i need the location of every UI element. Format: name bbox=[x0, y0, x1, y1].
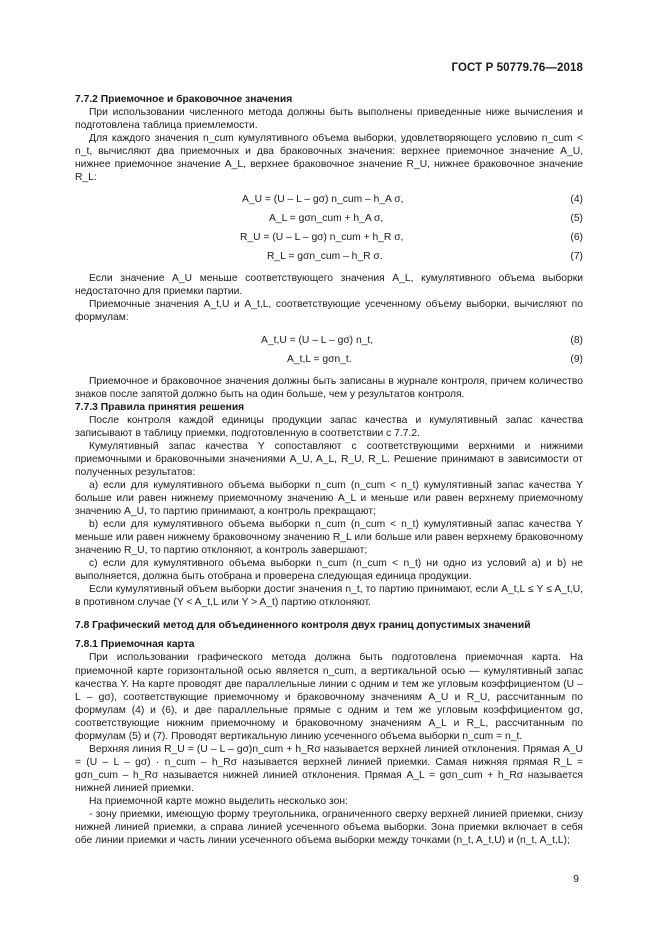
equation-4: A_U = (U – L – gσ) n_cum – h_A σ, (4) bbox=[242, 194, 583, 206]
document-header: ГОСТ Р 50779.76—2018 bbox=[451, 62, 583, 74]
equation-7: R_L = gσn_cum – h_R σ. (7) bbox=[267, 251, 583, 263]
paragraph: Верхняя линия R_U = (U – L – gσ)n_cum + h_Rσ называется верхней линией отклонения. Прямая A_U = (U – L – gσ) · n_cum – h_Rσ называется верхней линией приемки. Самая нижняя прямая R_L = gσn_cum – h_Rσ называется нижней линией отклонения. Прямая A_L = gσn_cum + h_Rσ называется нижней линией приемки. bbox=[75, 743, 583, 794]
list-item-b: b) если для кумулятивного объема выборки n_cum (n_cum < n_t) кумулятивный запас качества Y меньше или равен нижнему браковочному значению R_L или больше или равен верхнему браковочному значению R_U, то партию отклоняют, а контроль завершают; bbox=[75, 519, 583, 557]
equation-8: A_t,U = (U – L – gσ) n_t, (8) bbox=[261, 334, 583, 346]
paragraph: - зону приемки, имеющую форму треугольника, ограниченного сверху верхней линией приемки, снизу нижней линией приемки, а справа линией усеченного объема выборки. Зона приемки включает в себя обе линии приемки и часть линии усеченного объема выборки между точками (n_t, A_t,U) и (n_t, A_t,L); bbox=[75, 809, 583, 847]
list-item-a: а) если для кумулятивного объема выборки n_cum (n_cum < n_t) кумулятивный запас качества Y больше или равен нижнему приемочному значению A_L и меньше или равен верхнему приемочному значению A_U, то партию принимают, а контроль прекращают; bbox=[75, 479, 583, 517]
paragraph: Если кумулятивный объем выборки достиг значения n_t, то партию принимают, если A_t,L ≤ Y ≤ A_t,U, в противном случае (Y < A_t,L или Y > A_t) партию отклоняют. bbox=[75, 584, 583, 609]
paragraph: Приемочные значения A_t,U и A_t,L, соответствующие усеченному объему выборки, вычисляют по формулам: bbox=[75, 299, 583, 324]
equation-9: A_t,L = gσn_t. (9) bbox=[287, 353, 583, 365]
section-7-8-1-title: 7.8.1 Приемочная карта bbox=[75, 639, 195, 651]
paragraph: При использовании графического метода должна быть подготовлена приемочная карта. На приемочной карте горизонтальной осью является n_cum, а вертикальной осью — кумулятивный запас качества Y. На карте проводят две параллельные линии с одним и тем же угловым коэффициентом (U – L – gσ), соответствующие приемочному и браковочному значениям A_U и R_U, рассчитанным по формулам (4) и (6), и две параллельные прямые с одним и тем же угловым коэффициентом gσ, соответствующие нижним приемочному и браковочному значениям A_L и R_L, рассчитанным по формулам (5) и (7). Проводят вертикальную линию усеченного объема выборки n_cum = n_t. bbox=[75, 652, 583, 742]
paragraph: Для каждого значения n_cum кумулятивного объема выборки, удовлетворяющего условию n_cum < n_t, вычисляют два приемочных и два браковочных значения: верхнее приемочное значение A_U, нижнее приемочное значение A_L, верхнее браковочное значение R_U, нижнее браковочное значение R_L: bbox=[75, 133, 583, 184]
paragraph: Приемочное и браковочное значения должны быть записаны в журнале контроля, причем количество знаков после запятой должно быть на один больше, чем у результатов контроля. bbox=[75, 375, 583, 400]
section-7-8-title: 7.8 Графический метод для объединенного контроля двух границ допустимых значений bbox=[75, 620, 531, 632]
section-7-7-2-title: 7.7.2 Приемочное и браковочное значения bbox=[75, 94, 293, 105]
page-content bbox=[75, 93, 583, 847]
paragraph: Кумулятивный запас качества Y сопоставляют с соответствующими верхними и нижними приемочными и браковочными значениями A_U, A_L, R_U, R_L. Решение принимают в зависимости от полученных результатов: bbox=[75, 440, 583, 478]
section-7-7-3-title: 7.7.3 Правила принятия решения bbox=[75, 401, 245, 413]
page-number: 9 bbox=[573, 873, 579, 885]
paragraph: При использовании численного метода должны быть выполнены приведенные ниже вычисления и подготовлена таблица приемлемости. bbox=[75, 107, 583, 132]
paragraph: На приемочной карте можно выделить несколько зон: bbox=[89, 795, 348, 807]
list-item-c: с) если для кумулятивного объема выборки n_cum (n_cum < n_t) ни одно из условий а) и b) не выполняется, должна быть отобрана и проверена следующая единица продукции. bbox=[75, 558, 583, 583]
paragraph: Если значение A_U меньше соответствующего значения A_L, кумулятивного объема выборки недостаточно для приемки партии. bbox=[75, 273, 583, 298]
equation-6: R_U = (U – L – gσ) n_cum + h_R σ, (6) bbox=[240, 232, 583, 244]
paragraph: После контроля каждой единицы продукции запас качества и кумулятивный запас качества записывают в таблицу приемки, подготовленную в соответствии с 7.7.2. bbox=[75, 414, 583, 439]
equation-5: A_L = gσn_cum + h_A σ, (5) bbox=[269, 213, 583, 225]
